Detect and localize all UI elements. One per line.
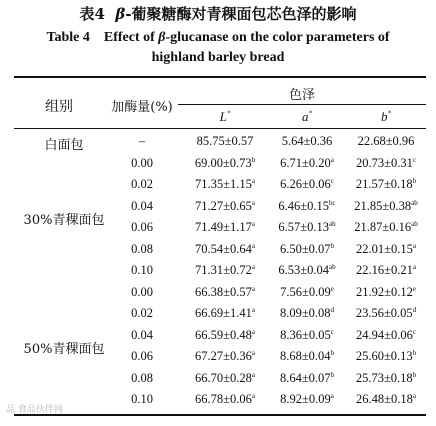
cell-a-value: 8.09±0.08: [279, 306, 331, 320]
cell-L-letter: a: [251, 305, 255, 314]
cell-a: [268, 242, 346, 257]
cell-b-value: 22.16±0.21: [356, 263, 413, 277]
cell-L-letter: a: [251, 219, 255, 228]
cell-b: [346, 199, 426, 214]
cell-a-letter: c: [330, 176, 334, 185]
cell-L-letter: b: [251, 155, 256, 164]
cell-a-value: 6.57±0.13: [278, 220, 329, 234]
cell-L-letter: a: [251, 391, 255, 400]
cell-b-value: 25.60±0.13: [355, 349, 413, 363]
cell-dose: 0.02: [131, 306, 153, 320]
cell-dose: 0.06: [131, 349, 153, 363]
cell-b-letter: c: [412, 155, 416, 164]
cell-dose: 0.04: [131, 198, 153, 213]
cell-b: [346, 328, 426, 343]
header-b-star: *: [387, 109, 391, 118]
cell-a-letter: b: [330, 348, 335, 357]
cell-b-letter: b: [412, 348, 417, 357]
cell-dose: 0.04: [131, 327, 153, 342]
cell-b-letter: a: [412, 391, 416, 400]
cell-a: [268, 199, 346, 214]
cell-L-value: 70.54±0.64: [195, 241, 252, 256]
title-number: 表4: [79, 5, 105, 23]
cell-L-letter: a: [251, 176, 255, 185]
watermark: 品 食品伙伴网: [6, 405, 63, 415]
header-group: 组别: [45, 99, 73, 115]
header-L-label: L: [219, 109, 227, 124]
cell-L-letter: a: [251, 241, 255, 250]
cell-L-value: 71.31±0.72: [195, 263, 252, 277]
title-text: -葡聚糖酶对青稞面包芯色泽的影响: [125, 5, 357, 23]
cell-L-value: 71.27±0.65: [195, 198, 252, 213]
cell-dose: 0.00: [131, 284, 153, 299]
group-label: 白面包: [44, 138, 84, 153]
cell-L: [180, 306, 270, 321]
group-label: 30%青稞面包: [23, 213, 105, 229]
cell-b-value: 23.56±0.05: [355, 306, 413, 320]
cell-b-value: 21.87±0.16: [354, 220, 412, 234]
cell-L-value: 67.27±0.36: [195, 349, 252, 363]
cell-L-letter: a: [251, 327, 255, 336]
bottom-rule: [14, 414, 426, 416]
cell-a-value: 6.50±0.07: [279, 241, 331, 256]
cell-b: [346, 306, 426, 321]
cell-L-letter: a: [251, 198, 255, 207]
cell-dose: 0.08: [131, 241, 153, 256]
cell-dose: 0.02: [131, 177, 153, 191]
cell-a-letter: a: [330, 155, 334, 164]
cell-b-value: 26.48±0.18: [356, 392, 413, 406]
cell-a-letter: d: [330, 305, 335, 314]
table-title-english: [0, 28, 436, 68]
cell-a-value: 7.56±0.09: [280, 284, 331, 299]
cell-a: [268, 156, 346, 171]
cell-a: [268, 306, 346, 321]
cell-b-letter: b: [412, 370, 417, 379]
title-en-part: Table 4 Effect of: [46, 30, 159, 45]
cell-b-letter: a: [412, 241, 416, 250]
cell-a-letter: bc: [329, 198, 336, 207]
cell-a: [268, 349, 346, 364]
cell-a-letter: ab: [329, 219, 336, 228]
cell-a: [268, 285, 346, 300]
cell-dose: 0.10: [131, 392, 153, 406]
cell-a-letter: b: [330, 370, 335, 379]
group-label: 50%青稞面包: [23, 342, 105, 358]
title-en-line2: highland barley bread: [151, 50, 285, 65]
cell-dose: 0.06: [131, 220, 153, 234]
cell-a-value: 6.46±0.15: [278, 198, 329, 213]
cell-L-value: 66.69±1.41: [195, 306, 252, 320]
table-row: [0, 304, 436, 324]
cell-dose: –: [138, 134, 146, 148]
table-row: [0, 390, 436, 410]
table-title-chinese: [0, 4, 436, 24]
cell-L-letter: a: [251, 348, 255, 357]
cell-b-letter: b: [412, 176, 417, 185]
cell-b-value: 20.73±0.31: [356, 155, 413, 170]
cell-L: [180, 392, 270, 407]
cell-L-letter: a: [251, 284, 255, 293]
cell-L: [180, 220, 270, 235]
cell-b: [346, 392, 426, 407]
cell-L: [180, 349, 270, 364]
cell-L: [180, 177, 270, 192]
cell-L-value: 69.00±0.73: [194, 155, 252, 170]
cell-b: [346, 220, 426, 235]
header-L-star: *: [226, 109, 231, 118]
cell-b-letter: d: [412, 305, 417, 314]
cell-L-letter: a: [251, 262, 255, 271]
cell-b-value: 21.57±0.18: [355, 177, 413, 191]
cell-b-value: 25.73±0.18: [355, 370, 413, 385]
cell-a: [268, 220, 346, 235]
header-a: [268, 109, 346, 125]
cell-b: [346, 349, 426, 364]
header-color: 色泽: [288, 88, 315, 103]
header-rule: [14, 128, 426, 129]
cell-b-letter: e: [412, 284, 416, 293]
cell-a-value: 6.71±0.20: [280, 155, 331, 170]
top-rule: [14, 76, 426, 78]
cell-a-value: 6.26±0.06: [280, 177, 331, 191]
cell-a-letter: b: [330, 241, 335, 250]
cell-L-value: 66.38±0.57: [195, 284, 252, 299]
table-row: [0, 240, 436, 260]
cell-L-value: 66.78±0.06: [195, 392, 252, 406]
cell-a-letter: e: [330, 284, 334, 293]
cell-b-value: 21.92±0.12: [356, 284, 413, 299]
header-a-star: *: [308, 109, 312, 118]
cell-a-value: 5.64±0.36: [281, 134, 333, 148]
cell-a-letter: ab: [329, 262, 336, 271]
cell-b-letter: ab: [411, 219, 418, 228]
cell-a-letter: a: [330, 391, 334, 400]
title-beta: β: [115, 5, 126, 23]
cell-L-value: 66.59±0.48: [195, 327, 252, 342]
cell-L: [180, 199, 270, 214]
cell-a-value: 8.92±0.09: [280, 392, 331, 406]
cell-b: [346, 263, 426, 278]
cell-b-value: 22.01±0.15: [356, 241, 413, 256]
cell-a: [268, 328, 346, 343]
color-subheader-rule: [178, 104, 426, 105]
cell-a: [268, 177, 346, 192]
cell-dose: 0.08: [131, 370, 153, 385]
cell-L: [180, 242, 270, 257]
cell-a-letter: c: [330, 327, 334, 336]
header-a-label: a: [302, 109, 309, 124]
cell-a: [268, 371, 346, 386]
table-row: [0, 369, 436, 389]
cell-L-value: 85.75±0.57: [196, 134, 254, 148]
table-row: [0, 175, 436, 195]
cell-dose: 0.10: [131, 263, 153, 277]
cell-a-value: 6.53±0.04: [278, 263, 329, 277]
cell-b-letter: a: [412, 262, 416, 271]
title-en-part: -glucanase on the color parameters of: [165, 30, 390, 45]
cell-b: [346, 371, 426, 386]
cell-L: [180, 134, 270, 149]
cell-b-value: 22.68±0.96: [357, 134, 415, 148]
cell-L: [180, 263, 270, 278]
cell-L-letter: a: [251, 370, 255, 379]
cell-L: [180, 371, 270, 386]
cell-L-value: 66.70±0.28: [195, 370, 252, 385]
cell-a: [268, 263, 346, 278]
cell-L: [180, 156, 270, 171]
cell-L-value: 71.49±1.17: [195, 220, 252, 234]
cell-b-letter: ab: [411, 198, 418, 207]
cell-a-value: 8.36±0.05: [280, 327, 331, 342]
cell-b: [346, 177, 426, 192]
cell-a: [268, 134, 346, 149]
title-en-beta: β: [158, 30, 166, 45]
cell-a-value: 8.64±0.07: [279, 370, 331, 385]
cell-b: [346, 285, 426, 300]
cell-a: [268, 392, 346, 407]
cell-b: [346, 242, 426, 257]
cell-b: [346, 156, 426, 171]
table-row: [0, 261, 436, 281]
cell-L: [180, 285, 270, 300]
cell-L-value: 71.35±1.15: [195, 177, 252, 191]
cell-b: [346, 134, 426, 149]
header-dose: 加酶量(%): [111, 100, 173, 115]
cell-L: [180, 328, 270, 343]
header-b: [346, 109, 426, 125]
table-row: [0, 283, 436, 303]
cell-b-value: 21.85±0.38: [354, 198, 412, 213]
cell-b-value: 24.94±0.06: [356, 327, 413, 342]
cell-dose: 0.00: [131, 155, 153, 170]
table-row: [0, 154, 436, 174]
cell-a-value: 8.68±0.04: [279, 349, 331, 363]
header-b-label: b: [381, 109, 388, 124]
header-L: [180, 109, 270, 125]
cell-b-letter: c: [412, 327, 416, 336]
